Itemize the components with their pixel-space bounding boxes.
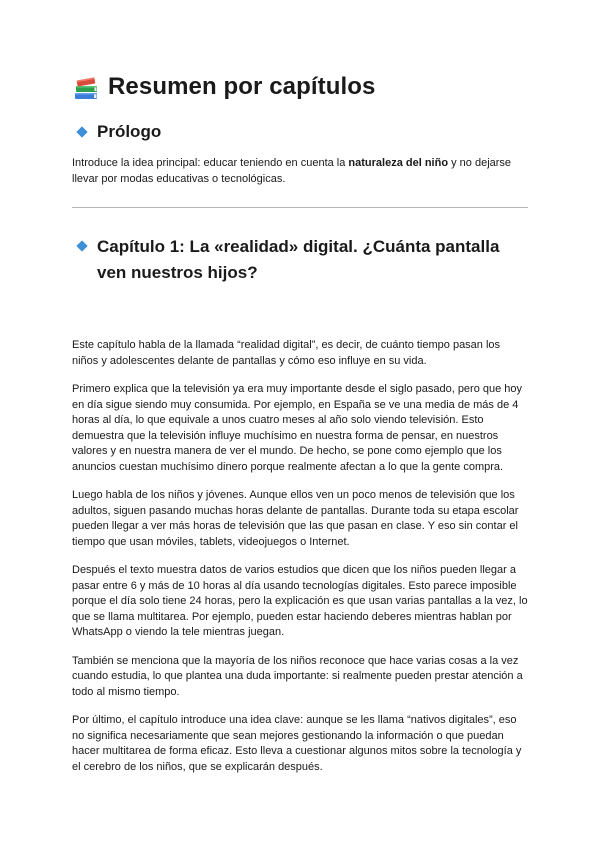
chapter1-heading xyxy=(72,234,528,286)
chapter1-paragraph: También se menciona que la mayoría de los niños reconoce que hace varias cosas a la vez cuando estudia, lo que plantea una duda importante: si realmente pueden prestar atención a todo al mismo tiempo. xyxy=(72,654,523,698)
prologue-text-bold: naturaleza del niño xyxy=(348,157,449,169)
chapter1-paragraph: Luego habla de los niños y jóvenes. Aunque ellos ven un poco menos de televisión que los adultos, siguen pasando muchas horas delante de pantallas. Durante toda su etapa escolar pueden llegar a ver más horas de televisión que las que pasan en clase. Y eso sin contar el tiempo que usan móviles, tablets, videojuegos o Internet. xyxy=(72,489,519,548)
section-divider xyxy=(72,207,528,208)
blue-diamond-icon xyxy=(76,240,87,251)
document-title xyxy=(72,70,528,104)
chapter1-paragraph: Por último, el capítulo introduce una idea clave: aunque se les llama “nativos digitales”, eso no significa necesariamente que sean mejores gestionando la información o que puedan hacer multitarea de forma eficaz. Esto lleva a cuestionar algunos mitos sobre la tecnología y el cerebro de los niños, que se explicarán después. xyxy=(72,714,522,773)
prologue-heading xyxy=(72,120,528,144)
chapter1-paragraph: Este capítulo habla de la llamada “realidad digital”, es decir, de cuánto tiempo pasan los niños y adolescentes delante de pantallas y cómo eso influye en su vida. xyxy=(72,339,501,367)
chapter1-heading-text: Capítulo 1: La «realidad» digital. ¿Cuánta pantalla ven nuestros hijos? xyxy=(97,237,500,282)
prologue-heading-text: Prólogo xyxy=(97,122,162,141)
chapter1-paragraph: Después el texto muestra datos de varios estudios que dicen que los niños pueden llegar a pasar entre 6 y más de 10 horas al día usando tecnologías digitales. Esto parece imposible porque el día solo tiene 24 horas, pero la explicación es que usan varias pantallas a la vez, lo que se llama multitarea. Por ejemplo, pueden estar haciendo deberes mientras hablan por WhatsApp o viendo la tele mientras juegan. xyxy=(72,564,528,638)
blue-diamond-icon xyxy=(76,126,87,137)
chapter1-body xyxy=(72,338,528,775)
document-page xyxy=(72,70,528,788)
document-title-text: Resumen por capítulos xyxy=(108,73,376,100)
prologue-text-before: Introduce la idea principal: educar teniendo en cuenta la xyxy=(72,157,349,169)
chapter1-paragraph: Primero explica que la televisión ya era muy importante desde el siglo pasado, pero que hoy en día sigue siendo muy consumida. Por ejemplo, en España se ve una media de más de 4 horas al día, lo que equivale a unos cuatro meses al año solo viendo televisión. Esto demuestra que la televisión influye muchísimo en nuestra forma de pensar, en nuestros valores y en nuestra manera de ver el mundo. De hecho, se pone como ejemplo que los anuncios cuestan muchísimo dinero porque realmente afectan a lo que la gente compra. xyxy=(72,383,523,473)
prologue-paragraph xyxy=(72,156,528,187)
prologue-text-after: y no dejarse llevar por modas educativas o tecnológicas. xyxy=(72,157,512,185)
books-icon xyxy=(72,73,100,101)
